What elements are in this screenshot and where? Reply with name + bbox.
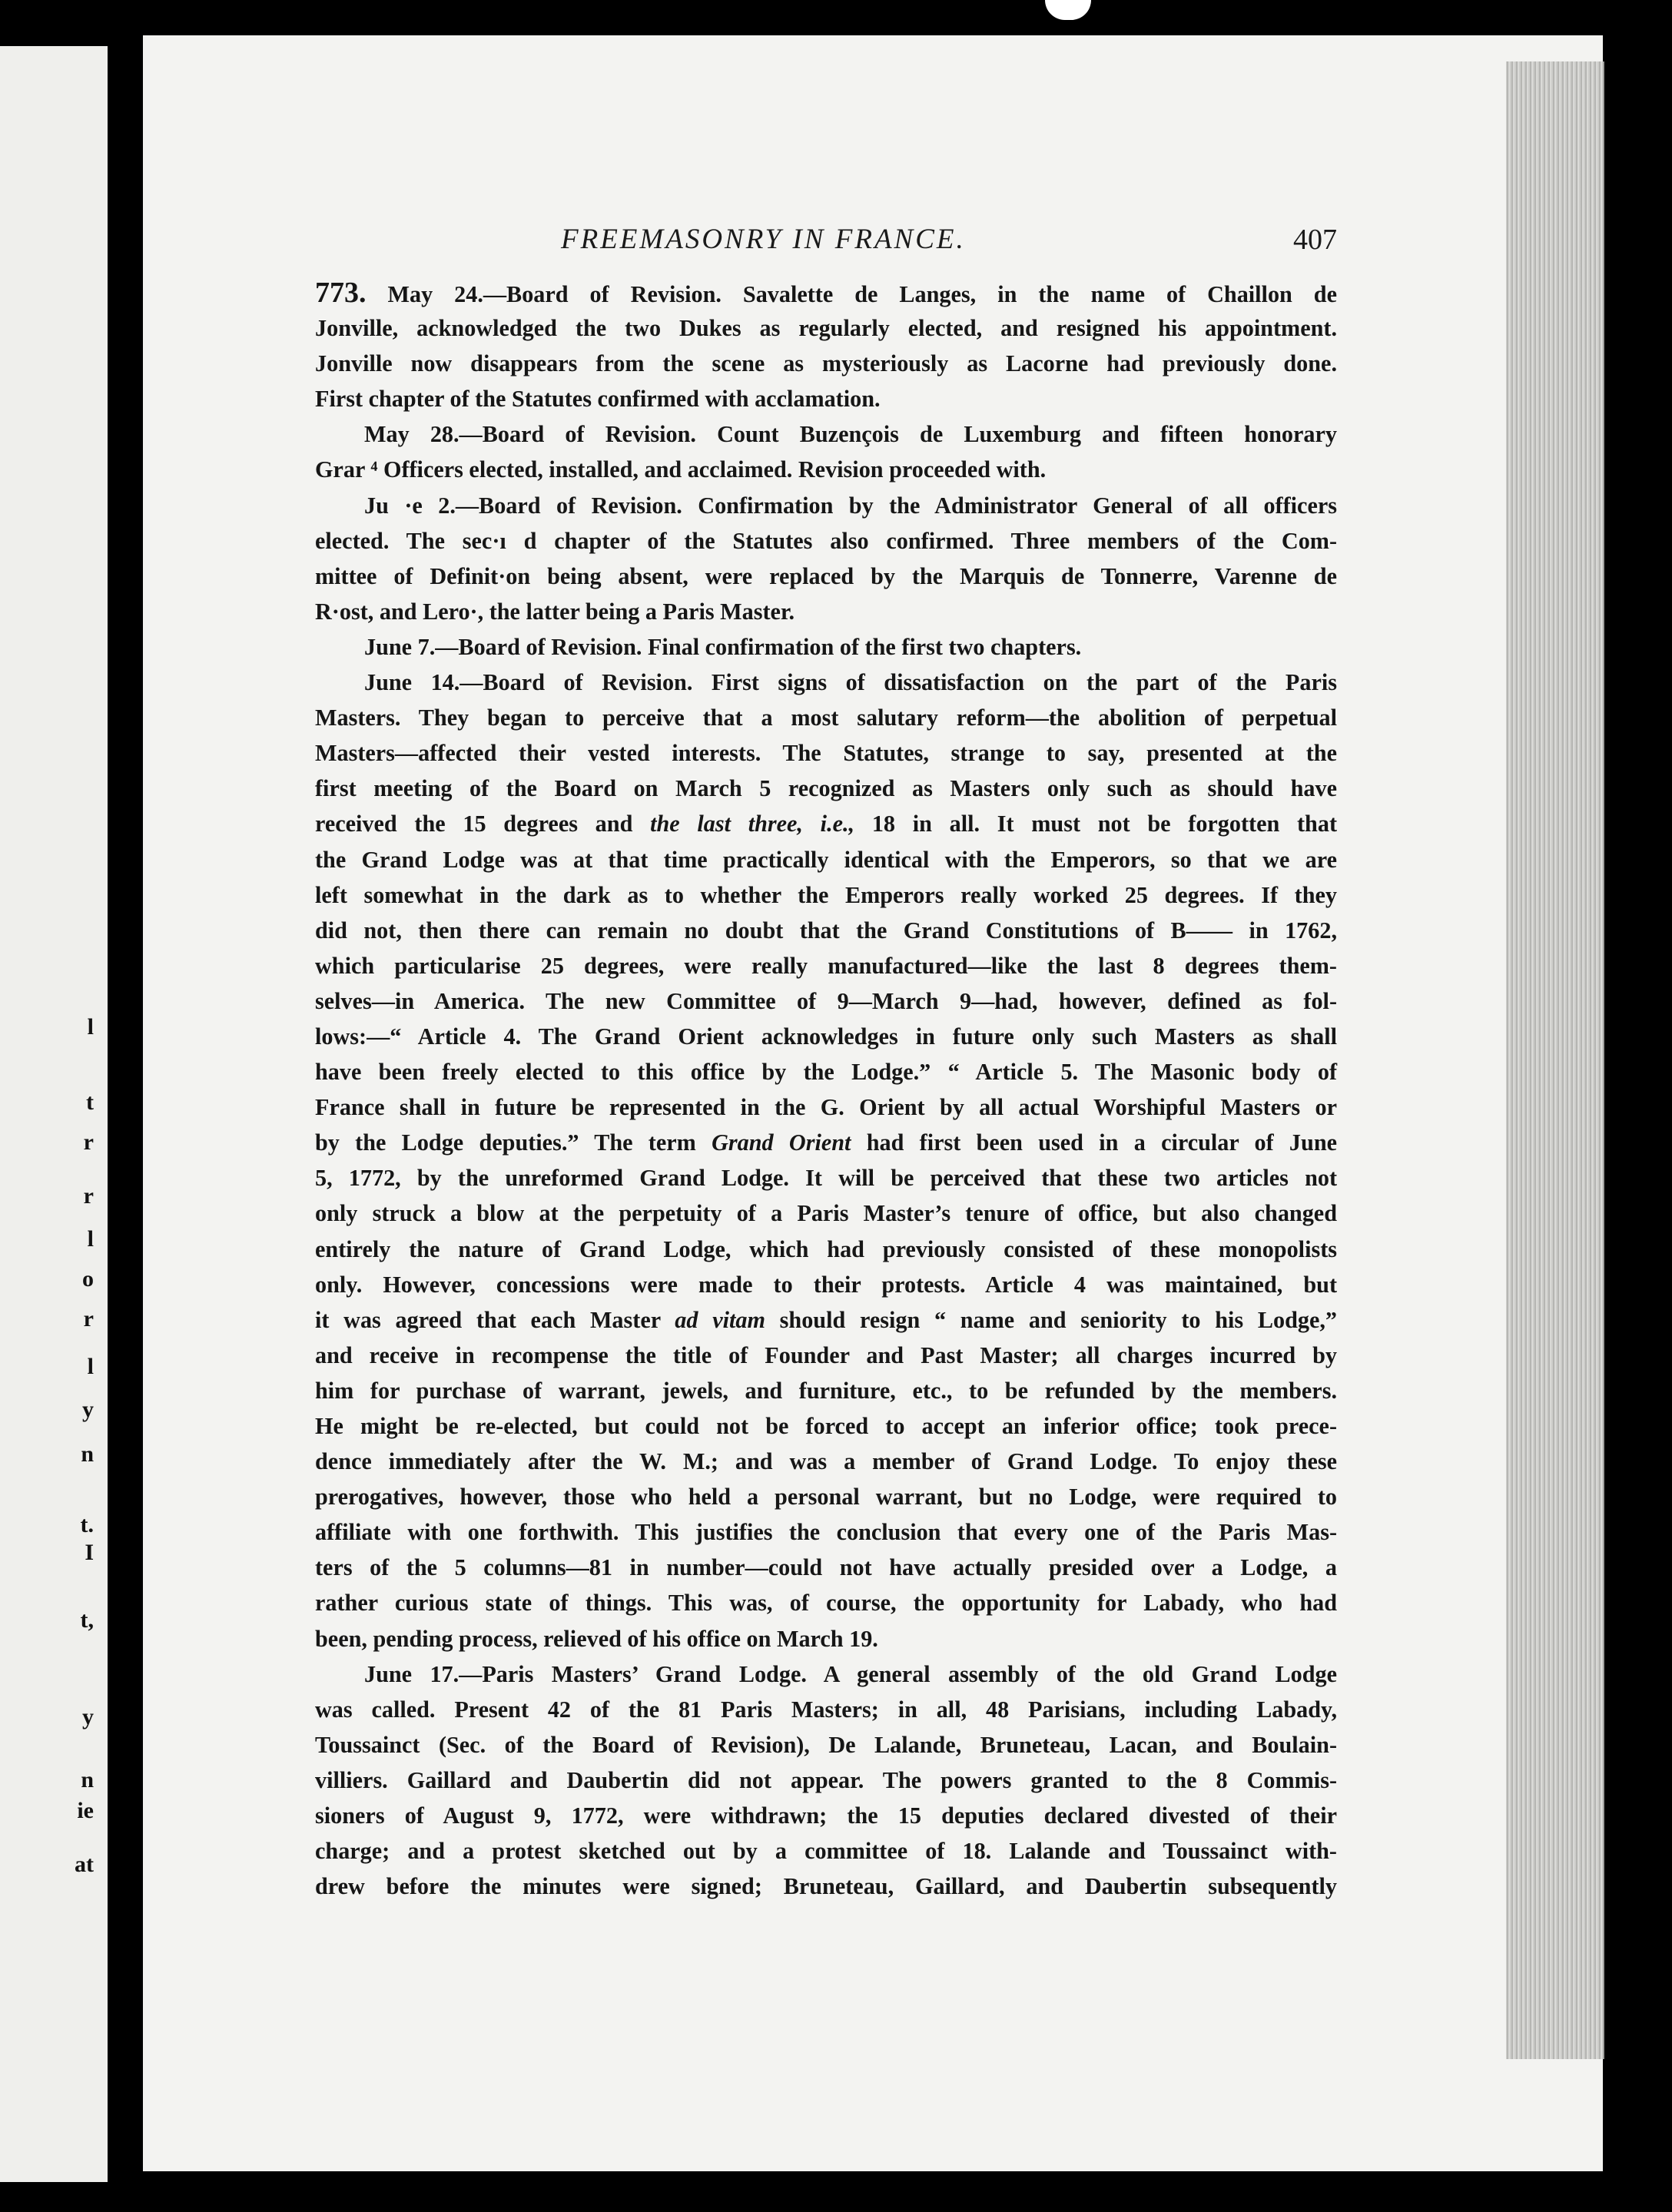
margin-fragment: ie xyxy=(77,1798,94,1823)
text-line xyxy=(315,381,1337,416)
line-text: ters of the 5 columns—81 in number—could not have actually presided over a Lodge, a xyxy=(315,1554,1337,1581)
text-line xyxy=(315,1657,1337,1692)
text-line xyxy=(315,983,1337,1019)
line-text: the Grand Lodge was at that time practically identical with the Emperors, so that we are xyxy=(315,846,1337,873)
text-line xyxy=(315,1338,1337,1373)
text-line xyxy=(315,806,1337,841)
line-text: first meeting of the Board on March 5 recognized as Masters only such as should have xyxy=(315,775,1337,802)
text-line xyxy=(315,1585,1337,1620)
margin-fragment: l xyxy=(87,1354,94,1379)
text-line xyxy=(315,416,1337,452)
line-text: R·ost, and Lero·, the latter being a Paris Master. xyxy=(315,598,795,625)
line-text: charge; and a protest sketched out by a committee of 18. Lalande and Toussainct with- xyxy=(315,1838,1337,1865)
text-line xyxy=(315,1054,1337,1089)
line-text: Jonville, acknowledged the two Dukes as regularly elected, and resigned his appointment. xyxy=(315,315,1337,342)
line-text: entirely the nature of Grand Lodge, which had previously consisted of these monopolists xyxy=(315,1235,1337,1262)
line-text: June 17.—Paris Masters’ Grand Lodge. A general assembly of the old Grand Lodge xyxy=(364,1660,1337,1687)
line-text: it was agreed that each Master xyxy=(315,1306,675,1333)
text-line xyxy=(315,665,1337,700)
line-text: 18 in all. It must not be forgotten that xyxy=(854,811,1337,837)
line-text: have been freely elected to this office by the Lodge.” “ Article 5. The Masonic body of xyxy=(315,1059,1337,1086)
line-text: Masters—affected their vested interests. The Statutes, strange to say, presented at the xyxy=(315,740,1337,767)
line-text: should resign “ name and seniority to his Lodge,” xyxy=(765,1306,1337,1333)
line-text: been, pending process, relieved of his office on March 19. xyxy=(315,1625,878,1652)
line-text: drew before the minutes were signed; Bruneteau, Gaillard, and Daubertin subsequently xyxy=(315,1873,1337,1900)
text-line xyxy=(315,771,1337,806)
margin-fragment: l xyxy=(87,1014,94,1040)
line-text: left somewhat in the dark as to whether the Emperors really worked 25 degrees. If they xyxy=(315,881,1337,908)
line-text: Jonville now disappears from the scene as mysteriously as Lacorne had previously done. xyxy=(315,350,1337,377)
margin-fragment: y xyxy=(82,1397,94,1422)
margin-fragment: at xyxy=(75,1852,94,1877)
line-text: elected. The sec·ı d chapter of the Statutes also confirmed. Three members of the Com- xyxy=(315,527,1337,554)
margin-fragment: t. xyxy=(80,1512,94,1537)
text-line xyxy=(315,559,1337,594)
left-margin-fragments xyxy=(0,46,108,2182)
margin-fragment: I xyxy=(85,1540,94,1565)
italic-phrase: ad vitam xyxy=(675,1306,765,1333)
text-line xyxy=(315,1408,1337,1444)
line-text: 5, 1772, by the unreformed Grand Lodge. It will be perceived that these two articles not xyxy=(315,1165,1337,1192)
page-header xyxy=(315,223,1337,261)
line-text: affiliate with one forthwith. This justifies the conclusion that every one of the Paris Mas- xyxy=(315,1519,1337,1546)
margin-fragment: r xyxy=(83,1183,94,1209)
text-line xyxy=(315,629,1337,665)
text-line xyxy=(315,1160,1337,1196)
line-text: prerogatives, however, those who held a personal warrant, but no Lodge, were required to xyxy=(315,1484,1337,1511)
text-line xyxy=(315,1798,1337,1833)
text-line xyxy=(315,1125,1337,1160)
text-line xyxy=(315,452,1337,487)
line-text: did not, then there can remain no doubt that the Grand Constitutions of B—— in 1762, xyxy=(315,917,1337,943)
line-text: him for purchase of warrant, jewels, and furniture, etc., to be refunded by the members. xyxy=(315,1377,1337,1404)
margin-fragment: o xyxy=(82,1266,94,1292)
text-line xyxy=(315,488,1337,523)
line-text: received the 15 degrees and xyxy=(315,811,651,837)
text-line xyxy=(315,735,1337,771)
line-text: mittee of Definit·on being absent, were replaced by the Marquis de Tonnerre, Varenne de xyxy=(315,562,1337,589)
text-line xyxy=(315,1089,1337,1125)
line-text: was called. Present 42 of the 81 Paris Masters; in all, 48 Parisians, including Labady, xyxy=(315,1696,1337,1723)
line-text: dence immediately after the W. M.; and was a member of Grand Lodge. To enjoy these xyxy=(315,1448,1337,1475)
text-line xyxy=(315,913,1337,948)
line-text: sioners of August 9, 1772, were withdrawn; the 15 deputies declared divested of their xyxy=(315,1802,1337,1829)
line-text: only. However, concessions were made to their protests. Article 4 was maintained, but xyxy=(315,1271,1337,1298)
text-line xyxy=(315,1196,1337,1231)
text-line xyxy=(315,523,1337,559)
line-text: rather curious state of things. This was, of course, the opportunity for Labady, who had xyxy=(315,1590,1337,1617)
text-line xyxy=(315,1833,1337,1869)
margin-fragment: t xyxy=(86,1089,94,1115)
line-text: villiers. Gaillard and Daubertin did not appear. The powers granted to the 8 Commis- xyxy=(315,1766,1337,1793)
running-title: FREEMASONRY IN FRANCE. xyxy=(561,224,966,255)
margin-fragment: n xyxy=(81,1767,94,1792)
margin-fragment: r xyxy=(83,1129,94,1155)
line-text: only struck a blow at the perpetuity of a Paris Master’s tenure of office, but also changed xyxy=(315,1200,1337,1227)
text-line xyxy=(315,346,1337,381)
text-line xyxy=(315,275,1337,310)
line-text: June 14.—Board of Revision. First signs of dissatisfaction on the part of the Paris xyxy=(364,669,1337,696)
line-text: lows:—“ Article 4. The Grand Orient acknowledges in future only such Masters as shall xyxy=(315,1023,1337,1050)
line-text: May 28.—Board of Revision. Count Buzençois de Luxemburg and fifteen honorary xyxy=(364,421,1337,448)
margin-fragment: r xyxy=(83,1306,94,1332)
line-text: selves—in America. The new Committee of 9—March 9—had, however, defined as fol- xyxy=(315,987,1337,1014)
line-text: Masters. They began to perceive that a most salutary reform—the abolition of perpetual xyxy=(315,705,1337,731)
line-text: Toussainct (Sec. of the Board of Revision), De Lalande, Bruneteau, Lacan, and Boulain- xyxy=(315,1731,1337,1758)
text-line xyxy=(315,1267,1337,1302)
text-line xyxy=(315,594,1337,629)
text-line xyxy=(315,842,1337,877)
italic-phrase: the last three, i.e., xyxy=(650,811,855,837)
line-text: May 24.—Board of Revision. Savalette de Langes, in the name of Chaillon de xyxy=(366,281,1337,307)
text-line xyxy=(315,1692,1337,1727)
line-text: which particularise 25 degrees, were really manufactured—like the last 8 degrees them- xyxy=(315,952,1337,979)
text-line xyxy=(315,1621,1337,1657)
line-text: had first been used in a circular of June xyxy=(851,1129,1337,1156)
text-line xyxy=(315,877,1337,913)
text-line xyxy=(315,1514,1337,1550)
line-text: and receive in recompense the title of Founder and Past Master; all charges incurred by xyxy=(315,1341,1337,1368)
text-line xyxy=(315,1727,1337,1763)
text-line xyxy=(315,1373,1337,1408)
line-text: France shall in future be represented in the G. Orient by all actual Worshipful Masters or xyxy=(315,1094,1337,1121)
text-line xyxy=(315,948,1337,983)
left-page-edge xyxy=(0,46,108,2182)
text-line xyxy=(315,1232,1337,1267)
text-line xyxy=(315,1302,1337,1338)
line-text: June 7.—Board of Revision. Final confirmation of the first two chapters. xyxy=(364,633,1082,660)
line-text: Ju ·e 2.—Board of Revision. Confirmation by the Administrator General of all officers xyxy=(364,492,1337,519)
page-number: 407 xyxy=(1293,224,1337,256)
margin-fragment: n xyxy=(81,1441,94,1467)
text-line xyxy=(315,310,1337,346)
text-line xyxy=(315,1019,1337,1054)
text-line xyxy=(315,1869,1337,1904)
year-lead: 773. xyxy=(315,277,367,309)
line-text: by the Lodge deputies.” The term xyxy=(315,1129,712,1156)
line-text: First chapter of the Statutes confirmed with acclamation. xyxy=(315,386,881,413)
text-line xyxy=(315,700,1337,735)
margin-fragment: l xyxy=(87,1226,94,1252)
text-line xyxy=(315,1479,1337,1514)
body-text xyxy=(315,275,1337,1904)
margin-fragment: t, xyxy=(80,1607,94,1633)
scan-blot xyxy=(1045,0,1091,20)
text-line xyxy=(315,1763,1337,1798)
line-text: He might be re-elected, but could not be forced to accept an inferior office; took prece- xyxy=(315,1413,1337,1439)
page-stack-edge xyxy=(1506,61,1604,2059)
text-line xyxy=(315,1550,1337,1585)
margin-fragment: y xyxy=(82,1704,94,1729)
text-line xyxy=(315,1444,1337,1479)
italic-phrase: Grand Orient xyxy=(712,1129,851,1156)
line-text: Grar ⁴ Officers elected, installed, and acclaimed. Revision proceeded with. xyxy=(315,456,1047,483)
